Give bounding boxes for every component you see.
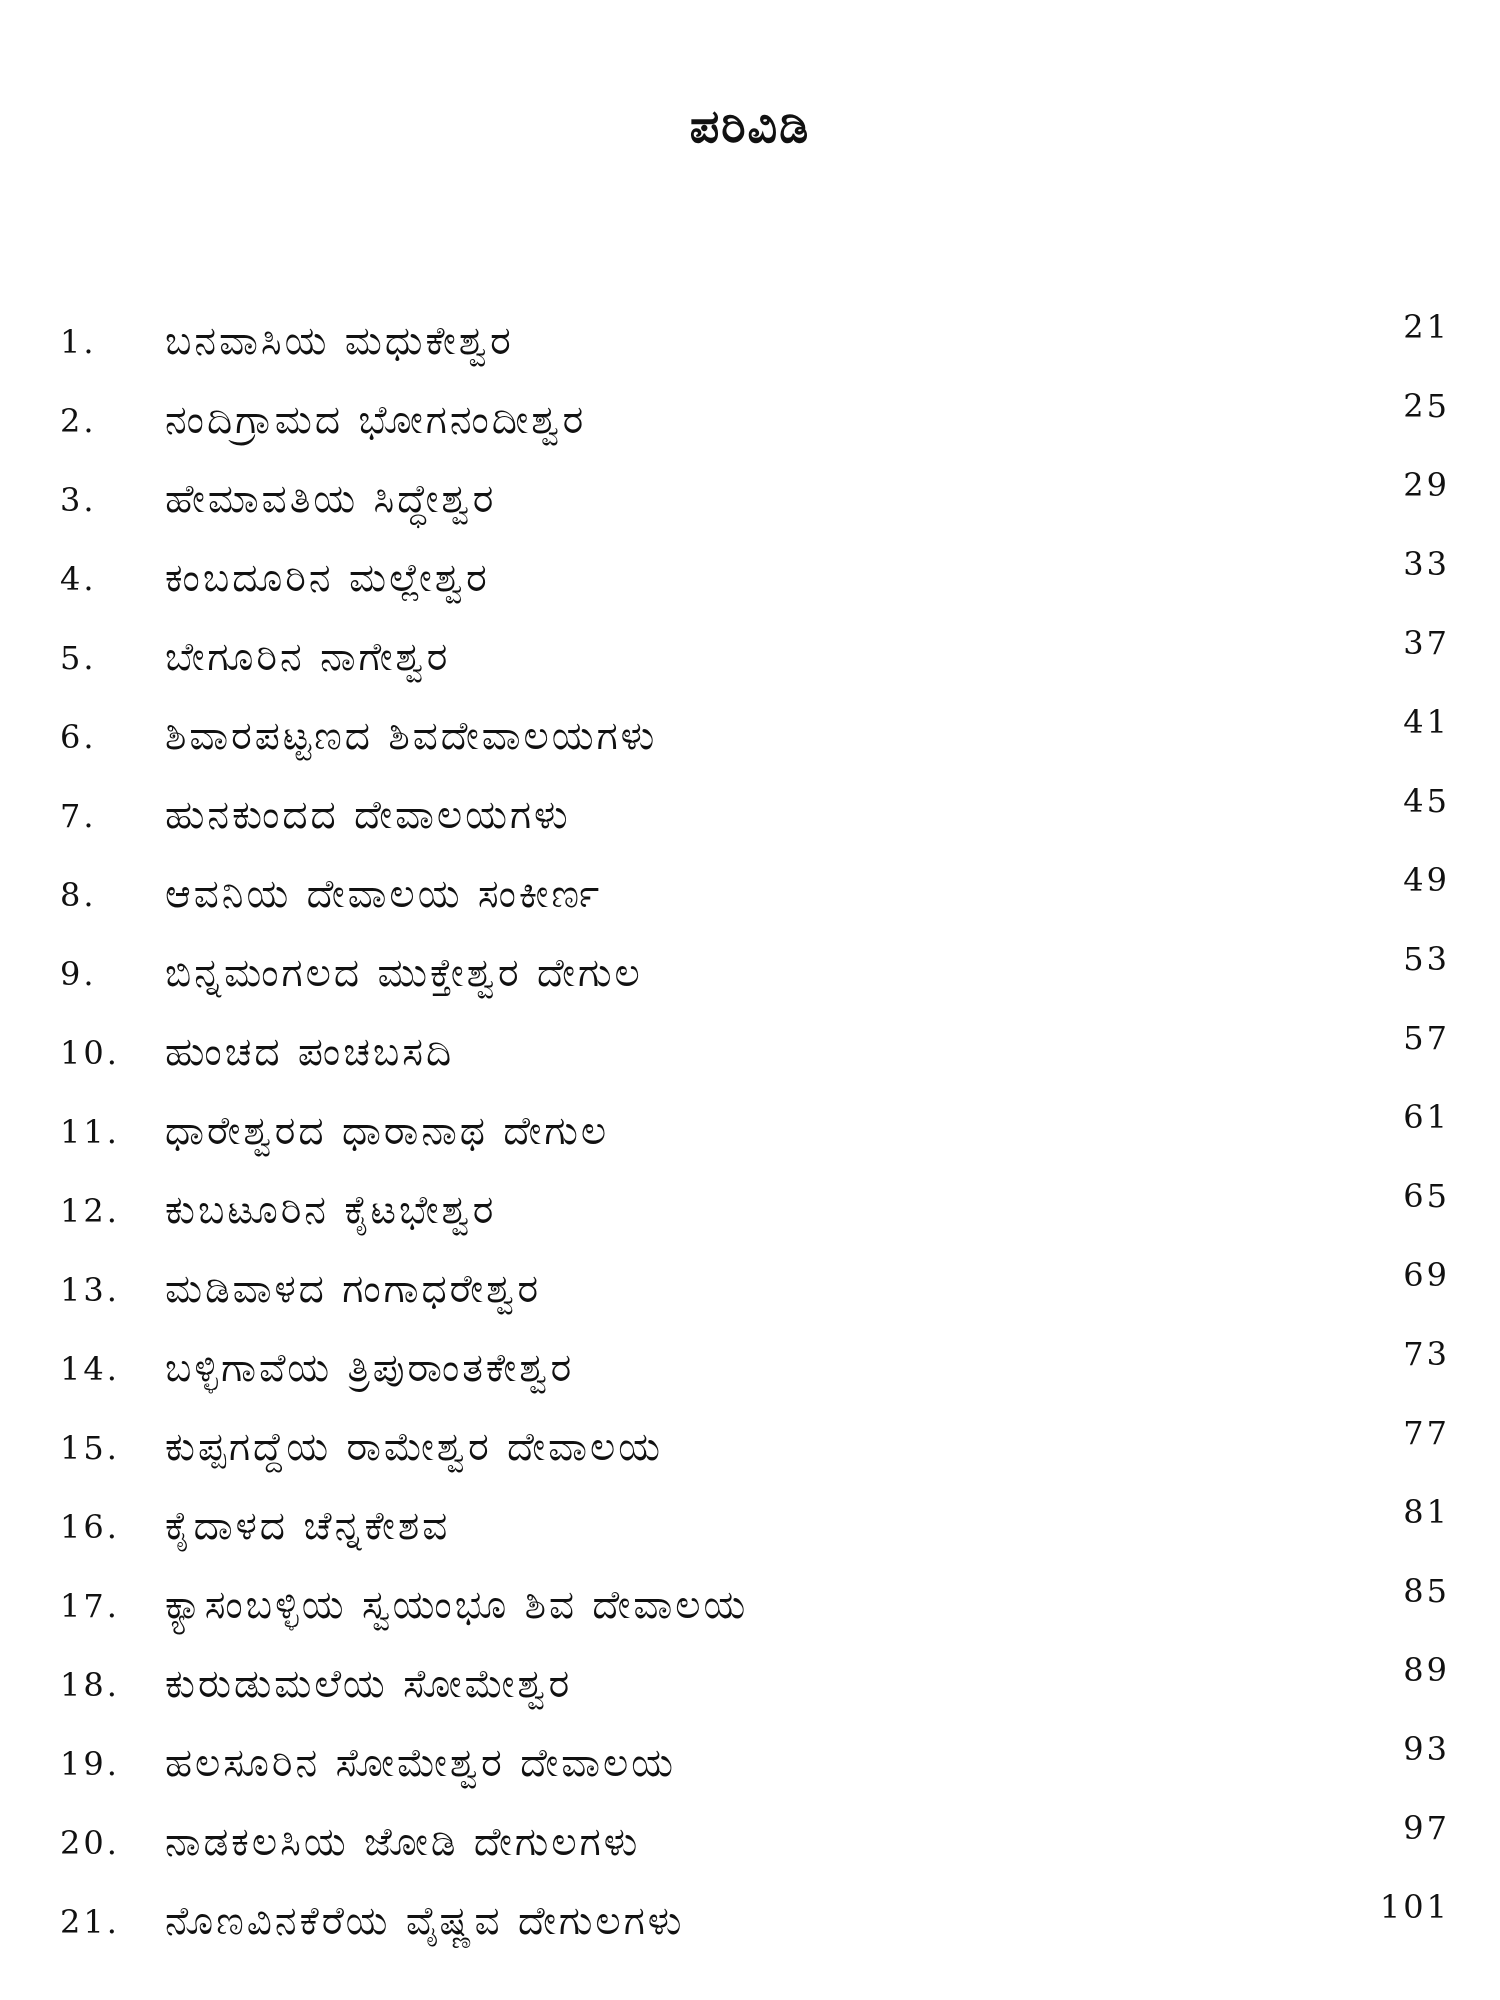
entry-page-number: 93 <box>1403 1730 1450 1768</box>
entry-page-number: 65 <box>1403 1177 1450 1215</box>
entry-title: ಧಾರೇಶ್ವರದ ಧಾರಾನಾಥ ದೇಗುಲ <box>165 1109 610 1154</box>
entry-page-number: 101 <box>1379 1888 1450 1926</box>
entry-page-number: 85 <box>1403 1572 1450 1610</box>
entry-number: 2. <box>60 401 97 440</box>
entry-number: 3. <box>60 480 97 519</box>
toc-entry <box>60 460 1450 539</box>
entry-page-number: 53 <box>1403 940 1450 978</box>
entry-title: ಹುಂಚದ ಪಂಚಬಸದಿ <box>165 1030 455 1075</box>
entry-title: ನಾಡಕಲಸಿಯ ಜೋಡಿ ದೇಗುಲಗಳು <box>165 1820 641 1865</box>
entry-number: 11. <box>60 1112 120 1151</box>
entry-number: 20. <box>60 1823 120 1862</box>
entry-number: 5. <box>60 638 97 677</box>
entry-number: 19. <box>60 1744 120 1783</box>
toc-entry <box>60 302 1450 381</box>
entry-title: ಆವನಿಯ ದೇವಾಲಯ ಸಂಕೀರ್ಣ <box>165 872 603 917</box>
toc-entry <box>60 776 1450 855</box>
toc-entry <box>60 1013 1450 1092</box>
entry-number: 8. <box>60 875 97 914</box>
page-title: ಪರಿವಿಡಿ <box>689 98 811 153</box>
toc-entry <box>60 934 1450 1013</box>
toc-entry <box>60 539 1450 618</box>
toc-entry <box>60 618 1450 697</box>
toc-entry <box>60 1882 1450 1961</box>
entry-page-number: 29 <box>1403 466 1450 504</box>
entry-page-number: 97 <box>1403 1809 1450 1847</box>
entry-page-number: 89 <box>1403 1651 1450 1689</box>
entry-page-number: 49 <box>1403 861 1450 899</box>
entry-title: ಕ್ಯಾಸಂಬಳ್ಳಿಯ ಸ್ವಯಂಭೂ ಶಿವ ದೇವಾಲಯ <box>165 1583 749 1628</box>
entry-title: ಬಿನ್ನಮಂಗಲದ ಮುಕ್ತೇಶ್ವರ ದೇಗುಲ <box>165 951 643 996</box>
entry-title: ನೊಣವಿನಕೆರೆಯ ವೈಷ್ಣವ ದೇಗುಲಗಳು <box>165 1899 685 1944</box>
entry-page-number: 21 <box>1403 308 1450 346</box>
entry-number: 17. <box>60 1586 120 1625</box>
entry-title: ಬಳ್ಳಿಗಾವೆಯ ತ್ರಿಪುರಾಂತಕೇಶ್ವರ <box>165 1346 575 1391</box>
toc-entry <box>60 1408 1450 1487</box>
entry-title: ಕೈದಾಳದ ಚೆನ್ನಕೇಶವ <box>165 1504 451 1549</box>
entry-number: 16. <box>60 1507 120 1546</box>
toc-entry <box>60 381 1450 460</box>
entry-number: 14. <box>60 1349 120 1388</box>
toc-entry <box>60 1092 1450 1171</box>
entry-number: 13. <box>60 1270 120 1309</box>
entry-page-number: 69 <box>1403 1256 1450 1294</box>
toc-entry <box>60 1566 1450 1645</box>
entry-title: ಹಲಸೂರಿನ ಸೋಮೇಶ್ವರ ದೇವಾಲಯ <box>165 1741 677 1786</box>
entry-title: ನಂದಿಗ್ರಾಮದ ಭೋಗನಂದೀಶ್ವರ <box>165 398 587 443</box>
entry-title: ಮಡಿವಾಳದ ಗಂಗಾಧರೇಶ್ವರ <box>165 1267 542 1312</box>
toc-entry <box>60 1250 1450 1329</box>
entry-title: ಹುನಕುಂದದ ದೇವಾಲಯಗಳು <box>165 793 571 838</box>
entry-title: ಕುಪ್ಪಗದ್ದೆಯ ರಾಮೇಶ್ವರ ದೇವಾಲಯ <box>165 1425 664 1470</box>
table-of-contents <box>60 302 1450 1961</box>
toc-entry <box>60 1329 1450 1408</box>
toc-entry <box>60 1487 1450 1566</box>
entry-number: 10. <box>60 1033 120 1072</box>
entry-page-number: 37 <box>1403 624 1450 662</box>
entry-page-number: 61 <box>1403 1098 1450 1136</box>
entry-number: 7. <box>60 796 97 835</box>
entry-title: ಕುರುಡುಮಲೆಯ ಸೋಮೇಶ್ವರ <box>165 1662 573 1707</box>
entry-number: 6. <box>60 717 97 756</box>
entry-title: ಕಂಬದೂರಿನ ಮಲ್ಲೇಶ್ವರ <box>165 556 490 601</box>
toc-entry <box>60 1171 1450 1250</box>
entry-page-number: 33 <box>1403 545 1450 583</box>
toc-entry <box>60 1645 1450 1724</box>
toc-entry <box>60 855 1450 934</box>
toc-entry <box>60 1803 1450 1882</box>
entry-page-number: 41 <box>1403 703 1450 741</box>
entry-number: 15. <box>60 1428 120 1467</box>
entry-number: 4. <box>60 559 97 598</box>
entry-page-number: 57 <box>1403 1019 1450 1057</box>
toc-entry <box>60 1724 1450 1803</box>
entry-page-number: 73 <box>1403 1335 1450 1373</box>
entry-title: ಬನವಾಸಿಯ ಮಧುಕೇಶ್ವರ <box>165 319 514 364</box>
toc-entry <box>60 697 1450 776</box>
entry-title: ಹೇಮಾವತಿಯ ಸಿದ್ಧೇಶ್ವರ <box>165 477 497 522</box>
entry-number: 1. <box>60 322 97 361</box>
entry-page-number: 81 <box>1403 1493 1450 1531</box>
entry-title: ಶಿವಾರಪಟ್ಟಣದ ಶಿವದೇವಾಲಯಗಳು <box>165 714 658 759</box>
entry-page-number: 25 <box>1403 387 1450 425</box>
entry-title: ಕುಬಟೂರಿನ ಕೈಟಭೇಶ್ವರ <box>165 1188 497 1233</box>
entry-title: ಬೇಗೂರಿನ ನಾಗೇಶ್ವರ <box>165 635 451 680</box>
entry-number: 21. <box>60 1902 120 1941</box>
entry-page-number: 77 <box>1403 1414 1450 1452</box>
entry-number: 12. <box>60 1191 120 1230</box>
entry-number: 9. <box>60 954 97 993</box>
entry-page-number: 45 <box>1403 782 1450 820</box>
entry-number: 18. <box>60 1665 120 1704</box>
